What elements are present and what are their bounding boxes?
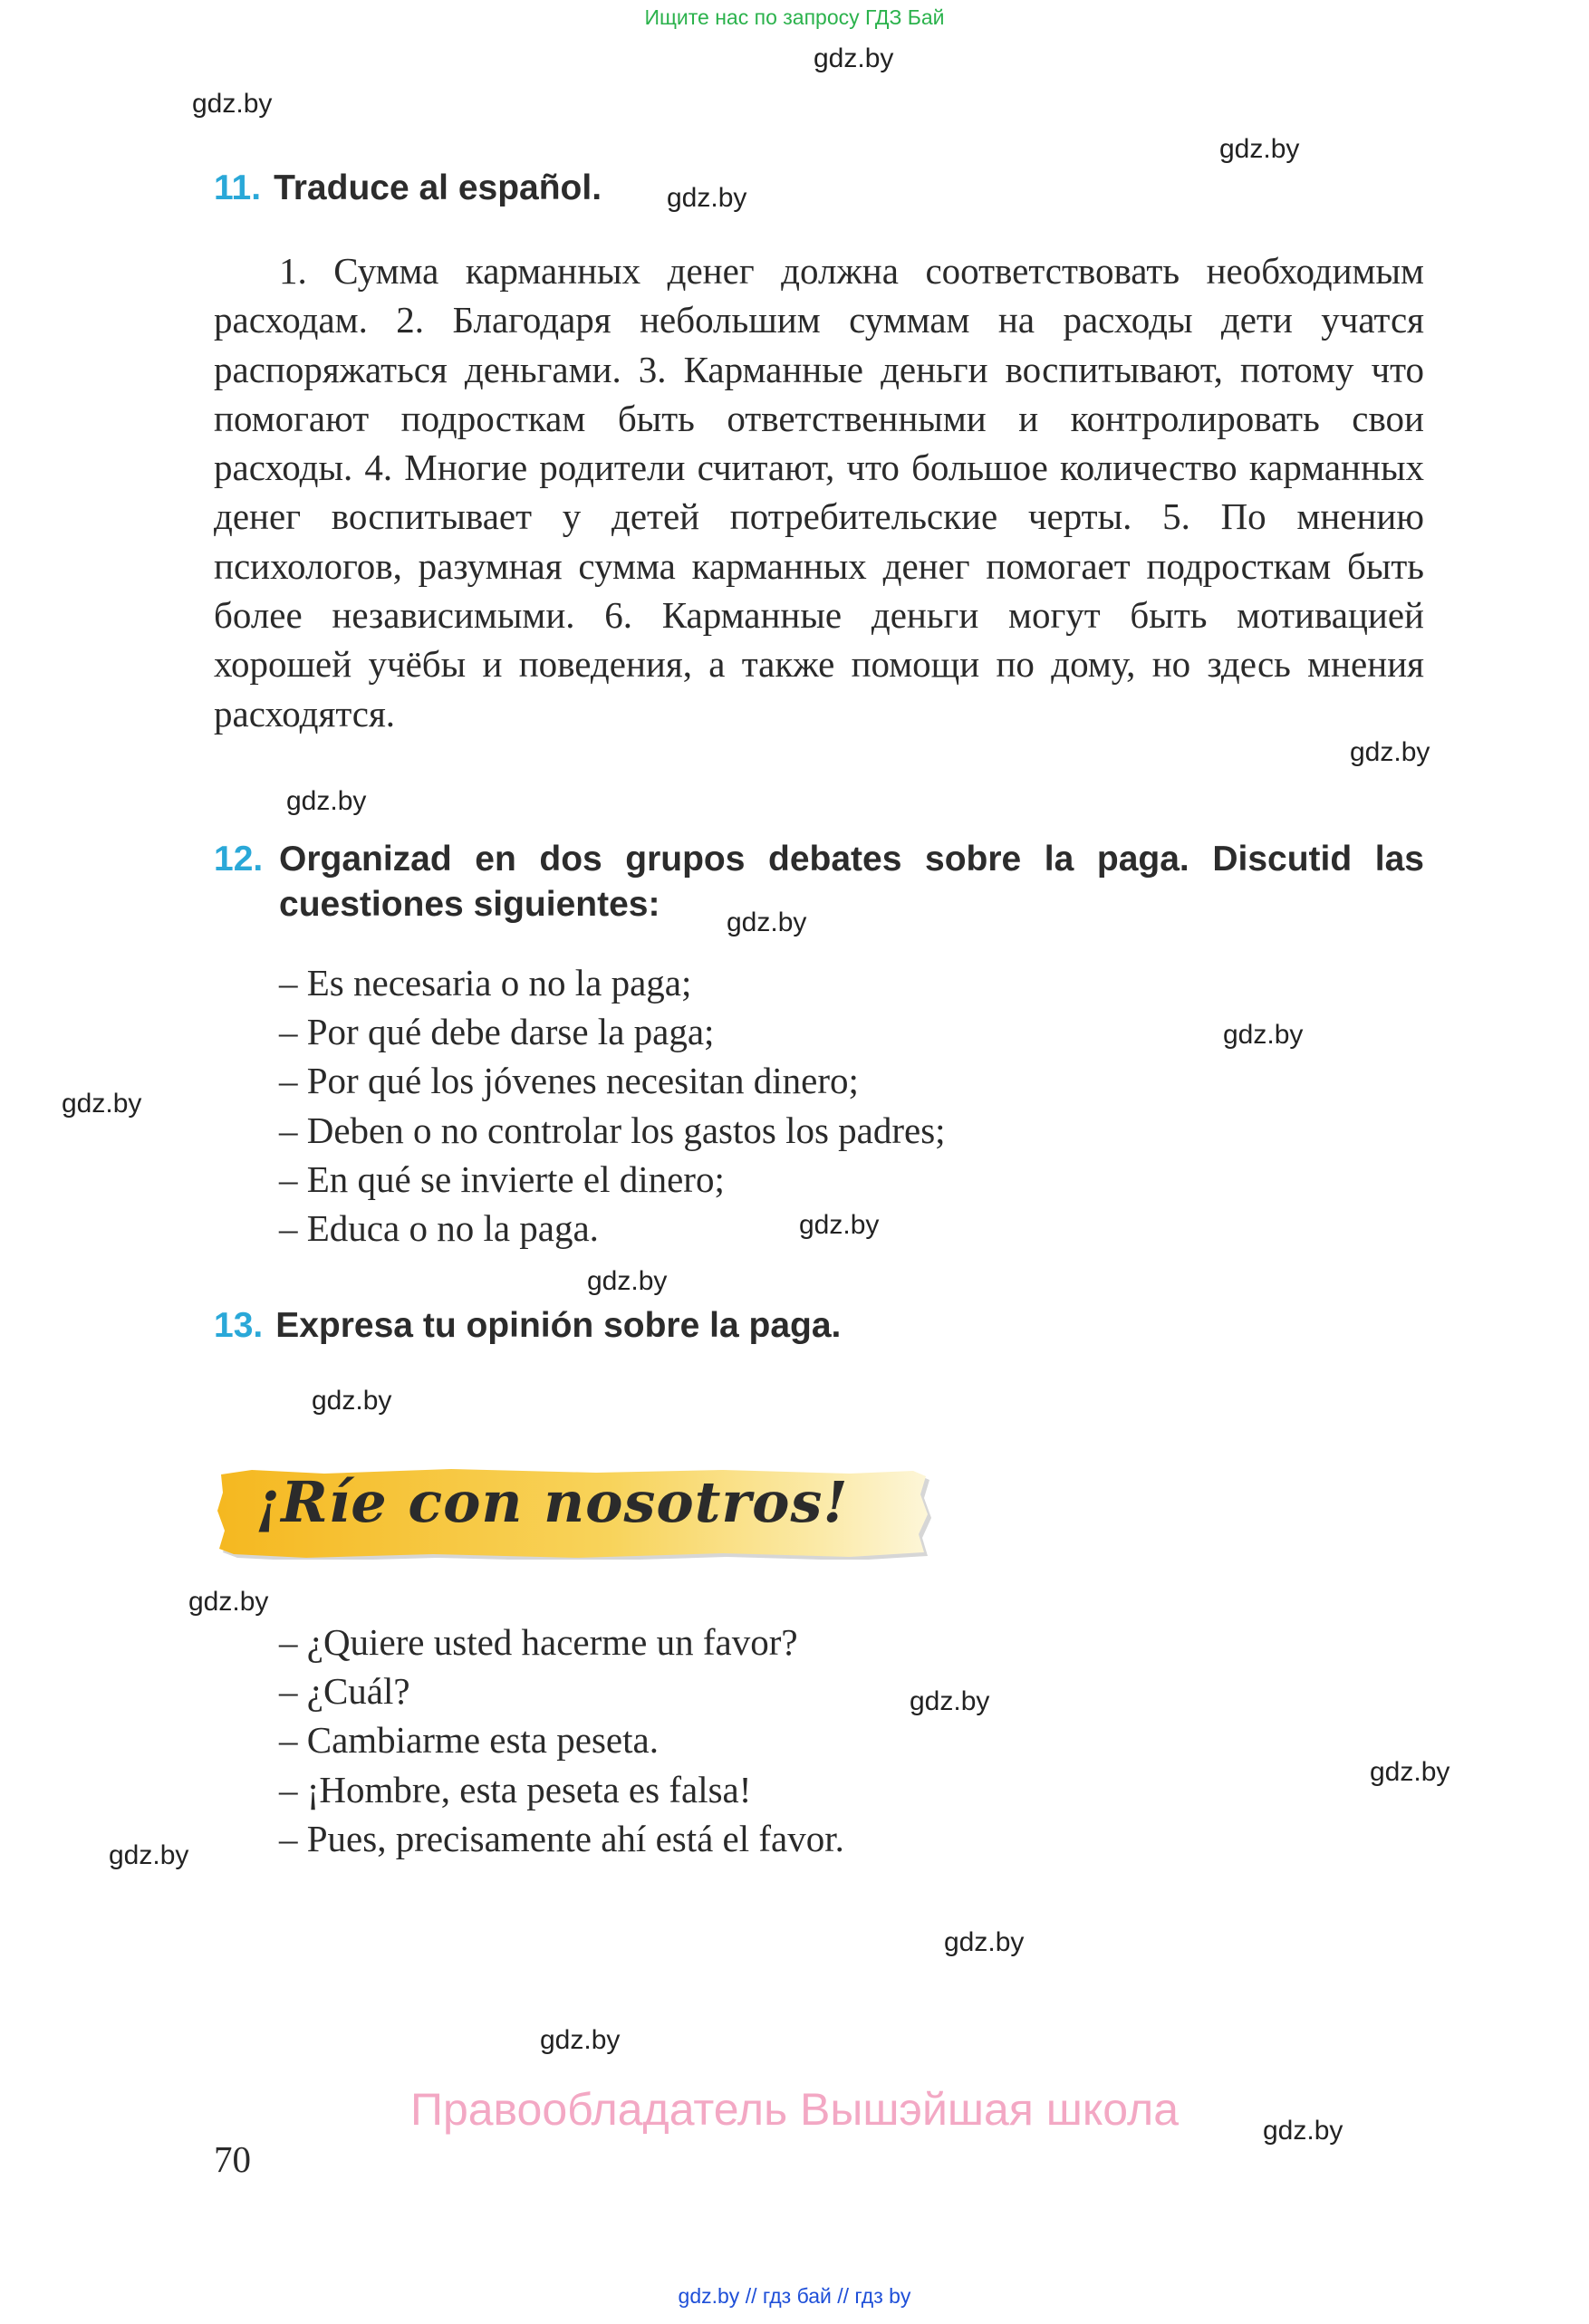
dialogue-line: – ¡Hombre, esta peseta es falsa! — [279, 1768, 752, 1810]
exercise-11-text: 1. Сумма карманных денег должна соответствовать необходимым расходам. 2. Благодаря небольшим суммам на расходы дети учатся распоряжаться деньгами. 3. Карманные деньги воспитывают, потому что помогают подросткам быть ответственными и контролировать свои расходы. 4. Многие родители считают, что большое количество карманных денег воспитывает у детей потребительские черты. 5. По мнению психологов, разумная сумма карманных денег помогает подросткам быть более независимыми. 6. Карманные деньги могут быть мотивацией хорошей учёбы и поведения, а также помощи по дому, но здесь мнения расходятся. — [214, 250, 1424, 735]
dialogue-line: – ¿Cuál? — [279, 1670, 410, 1713]
exercise-title: Expresa tu opinión sobre la paga. — [275, 1306, 842, 1345]
watermark: gdz.by — [109, 1840, 189, 1870]
exercise-number: 11. — [214, 168, 262, 207]
list-item: – En qué se invierte el dinero; — [279, 1157, 725, 1200]
dialogue-line: – Pues, precisamente ahí está el favor. — [279, 1817, 844, 1859]
watermark: gdz.by — [1219, 134, 1300, 164]
watermark: gdz.by — [799, 1210, 880, 1240]
top-notice: Ищите нас по запросу ГДЗ Бай — [644, 5, 945, 29]
exercise-title: Traduce al español. — [274, 168, 602, 207]
exercise-number: 12. — [214, 840, 264, 879]
watermark: gdz.by — [540, 2025, 621, 2055]
watermark: gdz.by — [1223, 1020, 1304, 1050]
watermark: gdz.by — [312, 1386, 392, 1416]
watermark: gdz.by — [188, 1587, 269, 1617]
bottom-links[interactable]: gdz.by // гдз бай // гдз by — [678, 2284, 911, 2308]
joke-banner-title: ¡Ríe con nosotros! — [255, 1469, 849, 1535]
page-number: 70 — [214, 2138, 251, 2180]
watermark: gdz.by — [286, 786, 367, 816]
joke-dialogue — [279, 1618, 844, 1863]
watermark: gdz.by — [1370, 1757, 1450, 1787]
list-item: – Deben o no controlar los gastos los padres; — [279, 1109, 946, 1151]
watermark: gdz.by — [62, 1089, 142, 1119]
watermark: gdz.by — [910, 1686, 990, 1716]
watermark: gdz.by — [667, 183, 747, 213]
watermark: gdz.by — [1263, 2116, 1343, 2146]
discussion-list — [279, 958, 946, 1253]
exercise-title: Organizad en dos grupos debates sobre la paga. Discutid las cuestiones siguientes: — [279, 840, 1424, 924]
exercise-12-heading — [214, 837, 1424, 927]
watermark: gdz.by — [814, 43, 894, 73]
list-item: – Por qué debe darse la paga; — [279, 1011, 715, 1053]
watermark: gdz.by — [944, 1927, 1025, 1957]
exercise-number: 13. — [214, 1306, 264, 1345]
dialogue-line: – Cambiarme esta peseta. — [279, 1719, 659, 1762]
list-item: – Educa o no la paga. — [279, 1207, 599, 1250]
copyright-notice: Правообладатель Вышэйшая школа — [410, 2084, 1179, 2135]
watermark: gdz.by — [587, 1266, 668, 1296]
exercise-11-heading — [214, 168, 602, 208]
watermark: gdz.by — [1350, 737, 1430, 767]
exercise-13-heading — [214, 1306, 841, 1346]
list-item: – Es necesaria o no la paga; — [279, 962, 692, 1004]
dialogue-line: – ¿Quiere usted hacerme un favor? — [279, 1621, 798, 1663]
watermark: gdz.by — [192, 89, 273, 119]
list-item: – Por qué los jóvenes necesitan dinero; — [279, 1060, 859, 1102]
watermark: gdz.by — [727, 908, 807, 937]
